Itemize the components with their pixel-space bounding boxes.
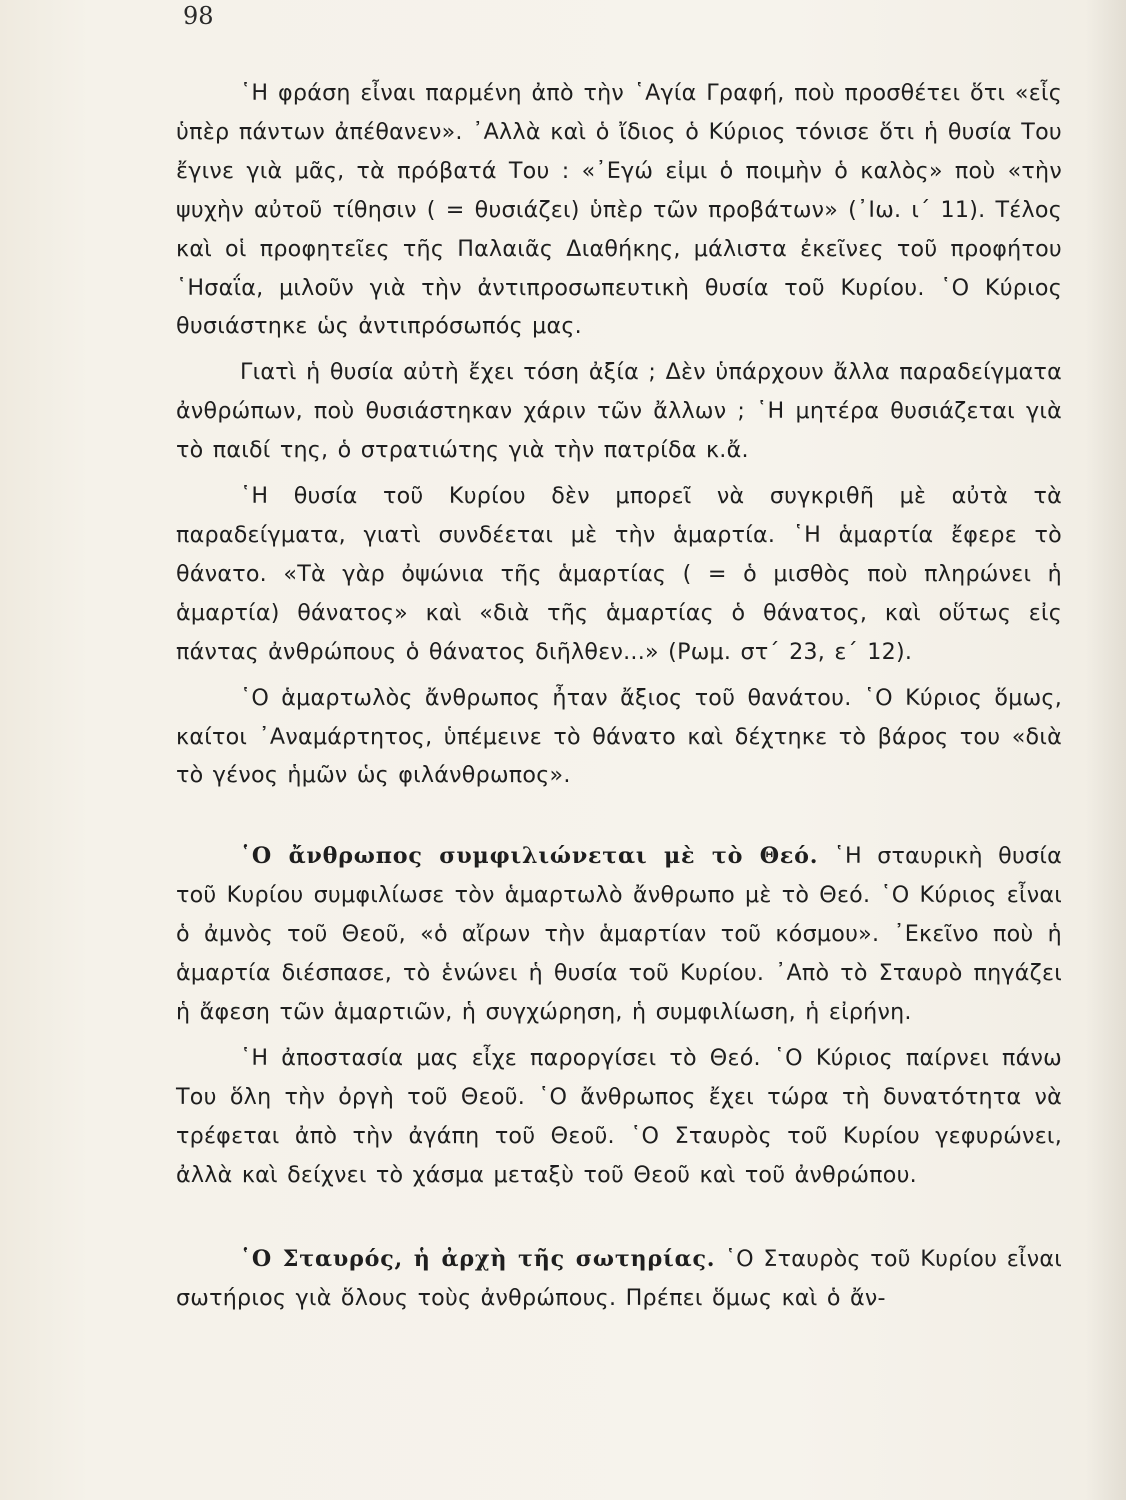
paragraph-4: ῾Ο ἁμαρτωλὸς ἄνθρωπος ἦταν ἄξιος τοῦ θανάτου. ῾Ο Κύριος ὅμως, καίτοι ᾿Αναμάρτητος, ὑπέμεινε τὸ θάνατο καὶ δέχτηκε τὸ βάρος του «διὰ τὸ γένος ἡμῶν ὡς φιλάνθρωπος». — [176, 684, 1062, 789]
paragraph-6: ῾Η ἀποστασία μας εἶχε παροργίσει τὸ Θεό. ῾Ο Κύριος παίρνει πάνω Του ὅλη τὴν ὀργὴ τοῦ Θεοῦ. ῾Ο ἄνθρωπος ἔχει τώρα τὴ δυνατότητα νὰ τρέφεται ἀπὸ τὴν ἀγάπη τοῦ Θεοῦ. ῾Ο Σταυρὸς τοῦ Κυρίου γεφυρώνει, ἀλλὰ καὶ δείχνει τὸ χάσμα μεταξὺ τοῦ Θεοῦ καὶ τοῦ ἀνθρώπου. — [176, 1044, 1062, 1188]
page-edge-shadow — [1086, 0, 1126, 1500]
paragraph-7-text: ῾Ο Σταυρὸς τοῦ Κυρίου εἶναι σωτήριος γιὰ ὅλους τοὺς ἀνθρώπους. Πρέπει ὅμως καὶ ὁ ἄν- — [176, 1246, 1062, 1312]
paragraph-1: ῾Η φράση εἶναι παρμένη ἀπὸ τὴν ῾Αγία Γραφή, ποὺ προσθέτει ὅτι «εἷς ὑπὲρ πάντων ἀπέθανεν». ᾿Αλλὰ καὶ ὁ ἴδιος ὁ Κύριος τόνισε ὅτι ἡ θυσία Του ἔγινε γιὰ μᾶς, τὰ πρόβατά Του : «᾿Εγώ εἰμι ὁ ποιμὴν ὁ καλὸς» ποὺ «τὴν ψυχὴν αὐτοῦ τίθησιν ( = θυσιάζει) ὑπὲρ τῶν προβάτων» (᾿Ιω. ι΄ 11). Τέλος καὶ οἱ προφητεῖες τῆς Παλαιᾶς Διαθήκης, μάλιστα ἐκεῖνες τοῦ προφήτου ῾Ησαΐα, μιλοῦν γιὰ τὴν ἀντιπροσωπευτικὴ θυσία τοῦ Κυρίου. ῾Ο Κύριος θυσιάστηκε ὡς ἀντιπρόσωπός μας. — [176, 80, 1062, 340]
body-text — [176, 74, 1062, 1318]
paragraph-2: Γιατὶ ἡ θυσία αὐτὴ ἔχει τόση ἀξία ; Δὲν ὑπάρχουν ἄλλα παραδείγματα ἀνθρώπων, ποὺ θυσιάστηκαν χάριν τῶν ἄλλων ; ῾Η μητέρα θυσιάζεται γιὰ τὸ παιδί της, ὁ στρατιώτης γιὰ τὴν πατρίδα κ.ἄ. — [176, 359, 1062, 464]
section-heading-cross: ῾Ο Σταυρός, ἡ ἀρχὴ τῆς σωτηρίας. — [240, 1246, 716, 1273]
section-heading-reconciliation: ῾Ο ἄνθρωπος συμφιλιώνεται μὲ τὸ Θεό. — [240, 843, 819, 870]
paragraph-5-text: ῾Η σταυρικὴ θυσία τοῦ Κυρίου συμφιλίωσε τὸν ἁμαρτωλὸ ἄνθρωπο μὲ τὸ Θεό. ῾Ο Κύριος εἶναι ὁ ἀμνὸς τοῦ Θεοῦ, «ὁ αἴρων τὴν ἁμαρτίαν τοῦ κόσμου». ᾿Εκεῖνο ποὺ ἡ ἁμαρτία διέσπασε, τὸ ἑνώνει ἡ θυσία τοῦ Κυρίου. ᾿Απὸ τὸ Σταυρὸ πηγάζει ἡ ἄφεση τῶν ἁμαρτιῶν, ἡ συγχώρηση, ἡ συμφιλίωση, ἡ εἰρήνη. — [176, 843, 1062, 1025]
paragraph-3: ῾Η θυσία τοῦ Κυρίου δὲν μπορεῖ νὰ συγκριθῆ μὲ αὐτὰ τὰ παραδείγματα, γιατὶ συνδέεται μὲ τὴν ἁμαρτία. ῾Η ἁμαρτία ἔφερε τὸ θάνατο. «Τὰ γὰρ ὀψώνια τῆς ἁμαρτίας ( = ὁ μισθὸς ποὺ πληρώνει ἡ ἁμαρτία) θάνατος» καὶ «διὰ τῆς ἁμαρτίας ὁ θάνατος, καὶ οὕτως εἰς πάντας ἀνθρώπους ὁ θάνατος διῆλθεν...» (Ρωμ. στ΄ 23, ε΄ 12). — [176, 483, 1062, 665]
paragraph-5 — [176, 837, 1062, 1032]
paragraph-7 — [176, 1240, 1062, 1318]
page-number: 98 — [183, 2, 214, 30]
